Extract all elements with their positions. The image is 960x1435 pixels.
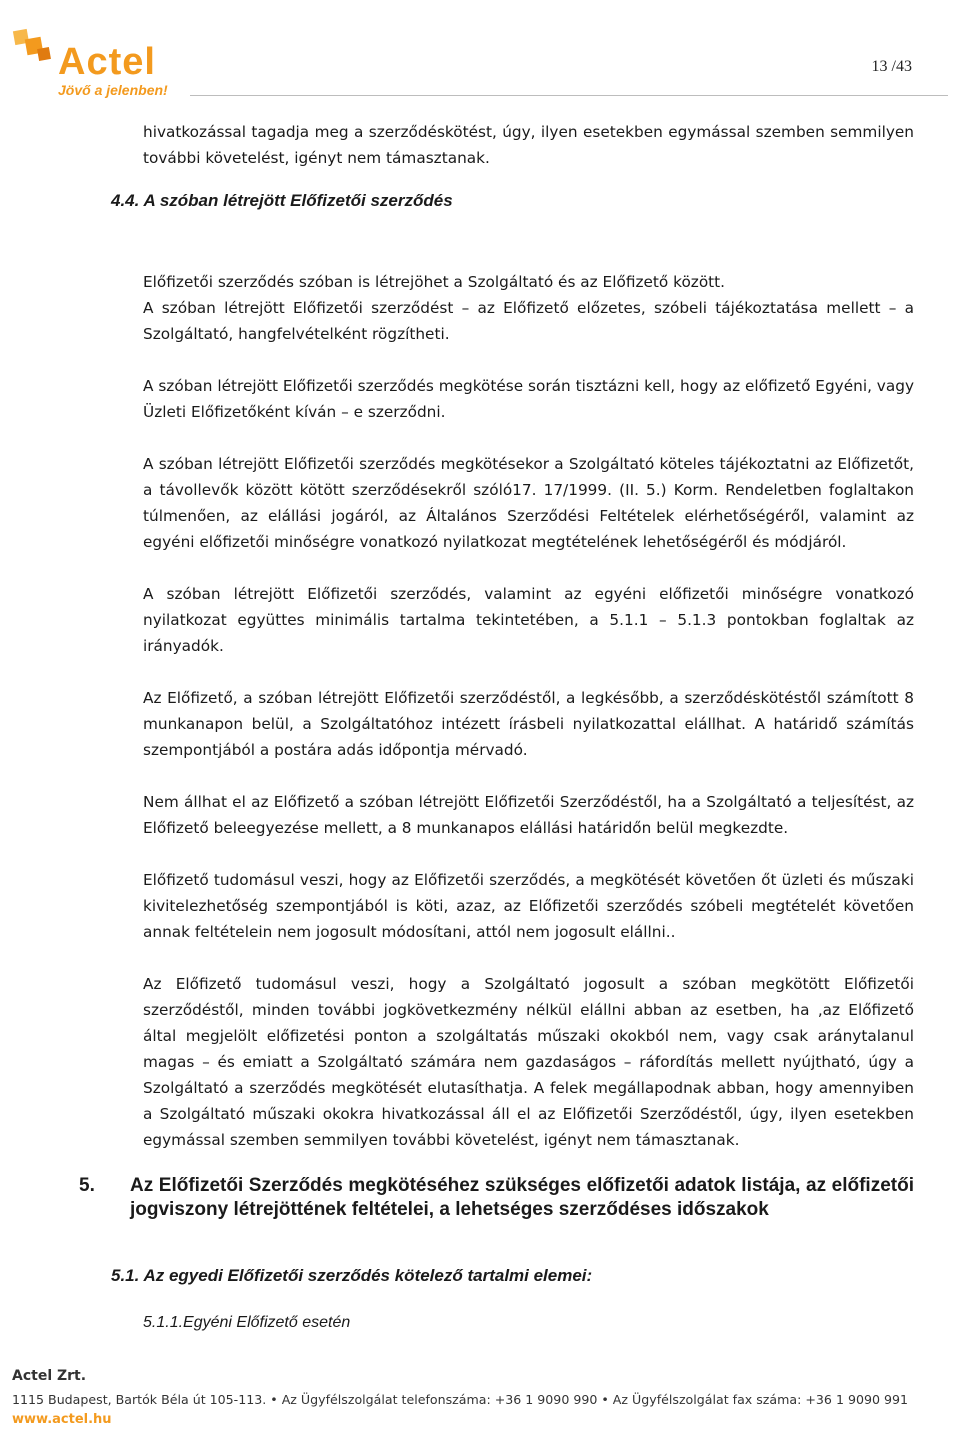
paragraph: A szóban létrejött Előfizetői szerződés megkötése során tisztázni kell, hogy az előfizető Egyéni, vagy Üzleti Előfizetőként kíván – e szerződni.: [143, 377, 914, 421]
page-number: 13 /43: [871, 58, 912, 75]
paragraph: Az Előfizető, a szóban létrejött Előfizetői szerződéstől, a legkésőbb, a szerződéskötéstől számított 8 munkanapon belül, a Szolgáltatóhoz intézett írásbeli nyilatkozattal elállhat. A határidő számítás szempontjából a postára adás időpontja mérvadó.: [143, 689, 914, 759]
footer-address: 1115 Budapest, Bartók Béla út 105-113. • Az Ügyfélszolgálat telefonszáma: +36 1 9090 990 • Az Ügyfélszolgálat fax száma: +36 1 9090 991: [12, 1392, 909, 1407]
page-footer: [12, 1366, 952, 1430]
page-header: [0, 0, 960, 110]
logo-tagline: Jövő a jelenben!: [58, 82, 168, 98]
header-divider: [190, 95, 948, 96]
actel-logo: [12, 26, 202, 106]
paragraph: A szóban létrejött Előfizetői szerződés, valamint az egyéni előfizetői minőségre vonatkozó nyilatkozat együttes minimális tartalma tekintetében, a 5.1.1 – 5.1.3 pontokban foglaltak az irányadók.: [143, 585, 914, 655]
section-heading-5: [79, 1174, 914, 1222]
paragraph: Nem állhat el az Előfizető a szóban létrejött Előfizetői Szerződéstől, ha a Szolgáltató a teljesítést, az Előfizető beleegyezése mellett, a 8 munkanapos elállási határidőn belül megkezdte.: [143, 793, 914, 837]
paragraph: A szóban létrejött Előfizetői szerződés megkötésekor a Szolgáltató köteles tájékoztatni az Előfizetőt, a távollevők között kötött szerződésekről szóló17. 17/1999. (II. 5.) Korm. Rendeletben foglaltakon túlmenően, az elállási jogáról, az Általános Szerződési Feltételek elérhetőségéről, valamint az egyéni előfizetői minőségre vonatkozó nyilatkozat megtételének lehetőségéről és módjáról.: [143, 455, 914, 551]
section-heading-5-1-1: 5.1.1.Egyéni Előfizető esetén: [143, 1314, 351, 1331]
section-number: 5.: [79, 1175, 95, 1196]
logo-squares-icon: [12, 26, 64, 78]
footer-company: Actel Zrt.: [12, 1368, 87, 1384]
paragraph: Előfizető tudomásul veszi, hogy az Előfizetői szerződés, a megkötését követően őt üzleti és műszaki kivitelezhetőség szempontjából is köti, azaz, az Előfizetői szerződés szóbeli megtételét követően annak feltételein nem jogosult módosítani, attól nem jogosult elállni..: [143, 871, 914, 941]
heading-spacer: [143, 171, 914, 269]
section-title: Az Előfizetői Szerződés megkötéséhez szükséges előfizetői adatok listája, az előfizetői jogviszony létrejöttének feltételei, a lehetséges szerződéses időszakok: [130, 1175, 914, 1220]
paragraph: Előfizetői szerződés szóban is létrejöhet a Szolgáltató és az Előfizető között.: [143, 273, 726, 291]
paragraph: A szóban létrejött Előfizetői szerződést – az Előfizető előzetes, szóbeli tájékoztatása mellett – a Szolgáltató, hangfelvételként rögzítheti.: [143, 299, 914, 343]
section-heading-5-1: 5.1. Az egyedi Előfizetői szerződés kötelező tartalmi elemei:: [111, 1266, 593, 1285]
logo-wordmark: Actel: [58, 41, 156, 83]
paragraph: Az Előfizető tudomásul veszi, hogy a Szolgáltató jogosult a szóban megkötött Előfizetői szerződéstől, minden további jogkövetkezmény nélkül elállni abban az esetben, ha ‚az Előfizető által megjelölt előfizetési ponton a szolgáltatás műszaki okokból nem, vagy csak aránytalanul magas – és emiatt a Szolgáltató számára nem gazdaságos – ráfordítás mellett nyújtható, úgy a Szolgáltató a szerződés megkötését elutasíthatja. A felek megállapodnak abban, hogy amennyiben a Szolgáltató műszaki okokra hivatkozással áll el az Előfizetői Szerződéstől, úgy, ilyen esetekben egymással szemben semmilyen további követelést, igényt nem támasztanak.: [143, 975, 914, 1149]
footer-website-link[interactable]: www.actel.hu: [12, 1412, 112, 1427]
paragraph: hivatkozással tagadja meg a szerződéskötést, úgy, ilyen esetekben egymással szemben semmilyen további követelést, igényt nem támasztanak.: [143, 123, 914, 167]
section-heading-4-4: 4.4. A szóban létrejött Előfizetői szerződés: [111, 191, 453, 210]
document-body: [143, 119, 914, 1153]
